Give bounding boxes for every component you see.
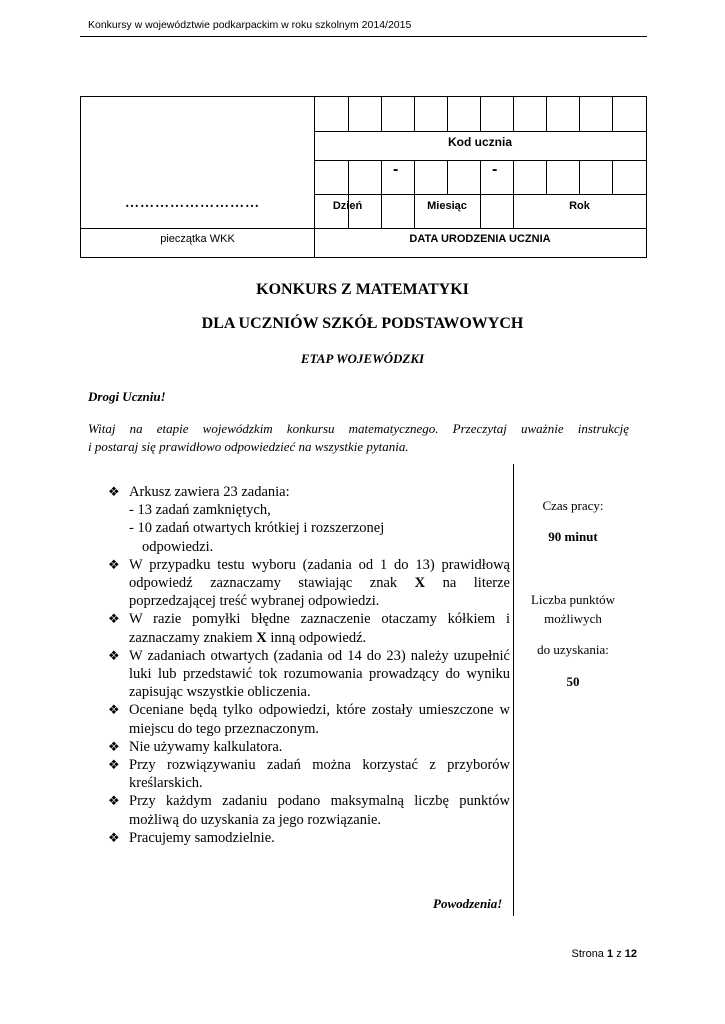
code-box-sep xyxy=(348,97,349,131)
intro-text xyxy=(88,420,629,456)
month-label: Miesiąc xyxy=(427,200,467,212)
list-item xyxy=(108,483,510,556)
diamond-bullet-icon: ❖ xyxy=(108,757,120,773)
instruction-sub: - 13 zadań zamkniętych, xyxy=(129,502,271,519)
instruction-text: Nie używamy kalkulatora. xyxy=(129,738,283,755)
code-box-sep xyxy=(513,97,514,131)
year-label: Rok xyxy=(569,200,590,212)
instruction-text: W zadaniach otwartych (zadania od 14 do 23) należy uzupełnić luki lub przedstawić tok rozumowania prowadzący do wyniku zapisując wszystkie obliczenia. xyxy=(129,647,510,701)
list-item xyxy=(108,738,510,756)
date-dash: - xyxy=(393,161,399,178)
date-box-sep xyxy=(612,160,613,194)
page-word: Strona xyxy=(571,948,604,960)
list-item xyxy=(108,792,510,828)
points-label-3: do uzyskania: xyxy=(537,642,609,657)
header-divider xyxy=(80,36,647,37)
list-item xyxy=(108,701,510,737)
instruction-text: Arkusz zawiera 23 zadania: xyxy=(129,484,290,500)
diamond-bullet-icon: ❖ xyxy=(108,611,120,627)
date-box-sep xyxy=(480,160,481,228)
instruction-text: Przy rozwiązywaniu zadań można korzystać z przyborów kreślarskich. xyxy=(129,757,510,792)
instruction-text: Przy każdym zadaniu podano maksymalną liczbę punktów możliwą do uzyskania za jego rozwiązanie. xyxy=(129,793,510,828)
code-boxes-bottom xyxy=(314,131,646,132)
instruction-text: Pracujemy samodzielnie. xyxy=(129,829,275,846)
diamond-bullet-icon: ❖ xyxy=(108,556,120,572)
list-item xyxy=(108,829,510,847)
code-box-sep xyxy=(447,97,448,131)
date-box-sep xyxy=(414,160,415,228)
date-box-sep xyxy=(579,160,580,194)
student-code-label: Kod ucznia xyxy=(447,135,512,149)
time-value: 90 minut xyxy=(548,529,598,544)
contest-subtitle: DLA UCZNIÓW SZKÓŁ PODSTAWOWYCH xyxy=(201,315,524,332)
points-label-2: możliwych xyxy=(544,611,602,626)
date-box-sep xyxy=(381,160,382,228)
page-header: Konkursy w województwie podkarpackim w roku szkolnym 2014/2015 xyxy=(88,19,412,31)
page-current: 1 xyxy=(607,948,614,960)
diamond-bullet-icon: ❖ xyxy=(108,484,120,499)
date-box-sep xyxy=(447,160,448,194)
intro-line-1: Witaj na etapie wojewódzkim konkursu matematycznego. Przeczytaj uważnie instrukcję xyxy=(88,421,629,436)
stamp-label: pieczątka WKK xyxy=(160,233,235,245)
list-item xyxy=(108,756,510,792)
good-luck: Powodzenia! xyxy=(433,896,503,911)
greeting: Drogi Uczniu! xyxy=(88,389,166,404)
column-divider xyxy=(513,464,514,916)
page-total: 12 xyxy=(624,948,637,960)
instruction-list xyxy=(108,483,510,847)
instruction-text: na literze poprzedzającej treść wybranej odpowiedzi. xyxy=(129,575,510,610)
code-box-sep xyxy=(381,97,382,131)
diamond-bullet-icon: ❖ xyxy=(108,738,120,754)
stamp-dots: ……………………… xyxy=(125,196,260,211)
instruction-text: W przypadku testu wyboru (zadania od 1 do 13) prawidłową odpowiedź zaznaczamy stawiając znak xyxy=(129,556,510,592)
date-box-sep xyxy=(348,160,349,228)
code-box-sep xyxy=(480,97,481,131)
time-label: Czas pracy: xyxy=(542,498,604,513)
birth-date-label: DATA URODZENIA UCZNIA xyxy=(409,233,551,245)
bottom-row-top xyxy=(81,228,646,229)
instruction-text: Oceniane będą tylko odpowiedzi, które zostały umieszczone w miejscu do tego przeznaczonym. xyxy=(129,702,510,737)
instruction-sub: - 10 zadań otwartych krótkiej i rozszerzonej xyxy=(129,520,385,537)
points-label-1: Liczba punktów xyxy=(530,592,616,607)
points-value: 50 xyxy=(566,674,580,689)
instruction-sub: odpowiedzi. xyxy=(142,538,214,555)
mark-x: X xyxy=(414,575,426,592)
diamond-bullet-icon: ❖ xyxy=(108,702,120,718)
code-box-sep xyxy=(612,97,613,131)
instruction-text: W razie pomyłki błędne zaznaczenie otaczamy kółkiem i zaznaczamy znakiem xyxy=(129,611,510,646)
diamond-bullet-icon: ❖ xyxy=(108,829,120,845)
code-box-sep xyxy=(414,97,415,131)
code-box-sep xyxy=(579,97,580,131)
date-box-sep xyxy=(513,160,514,228)
list-item xyxy=(108,610,510,646)
date-box-sep xyxy=(546,160,547,194)
diamond-bullet-icon: ❖ xyxy=(108,793,120,809)
contest-stage: ETAP WOJEWÓDZKI xyxy=(300,351,425,366)
of-word: z xyxy=(616,948,622,960)
day-label: Dzień xyxy=(332,200,363,212)
diamond-bullet-icon: ❖ xyxy=(108,647,120,663)
student-info-box xyxy=(80,96,647,258)
page-number xyxy=(572,948,637,960)
code-box-sep xyxy=(546,97,547,131)
contest-title: KONKURS Z MATEMATYKI xyxy=(256,281,469,298)
list-item xyxy=(108,556,510,611)
mark-x: X xyxy=(256,629,267,646)
date-dash: - xyxy=(492,161,498,178)
instruction-text: inną odpowiedź. xyxy=(266,629,367,646)
list-item xyxy=(108,647,510,702)
intro-line-2: i postaraj się prawidłowo odpowiedzieć na wszystkie pytania. xyxy=(88,439,409,454)
